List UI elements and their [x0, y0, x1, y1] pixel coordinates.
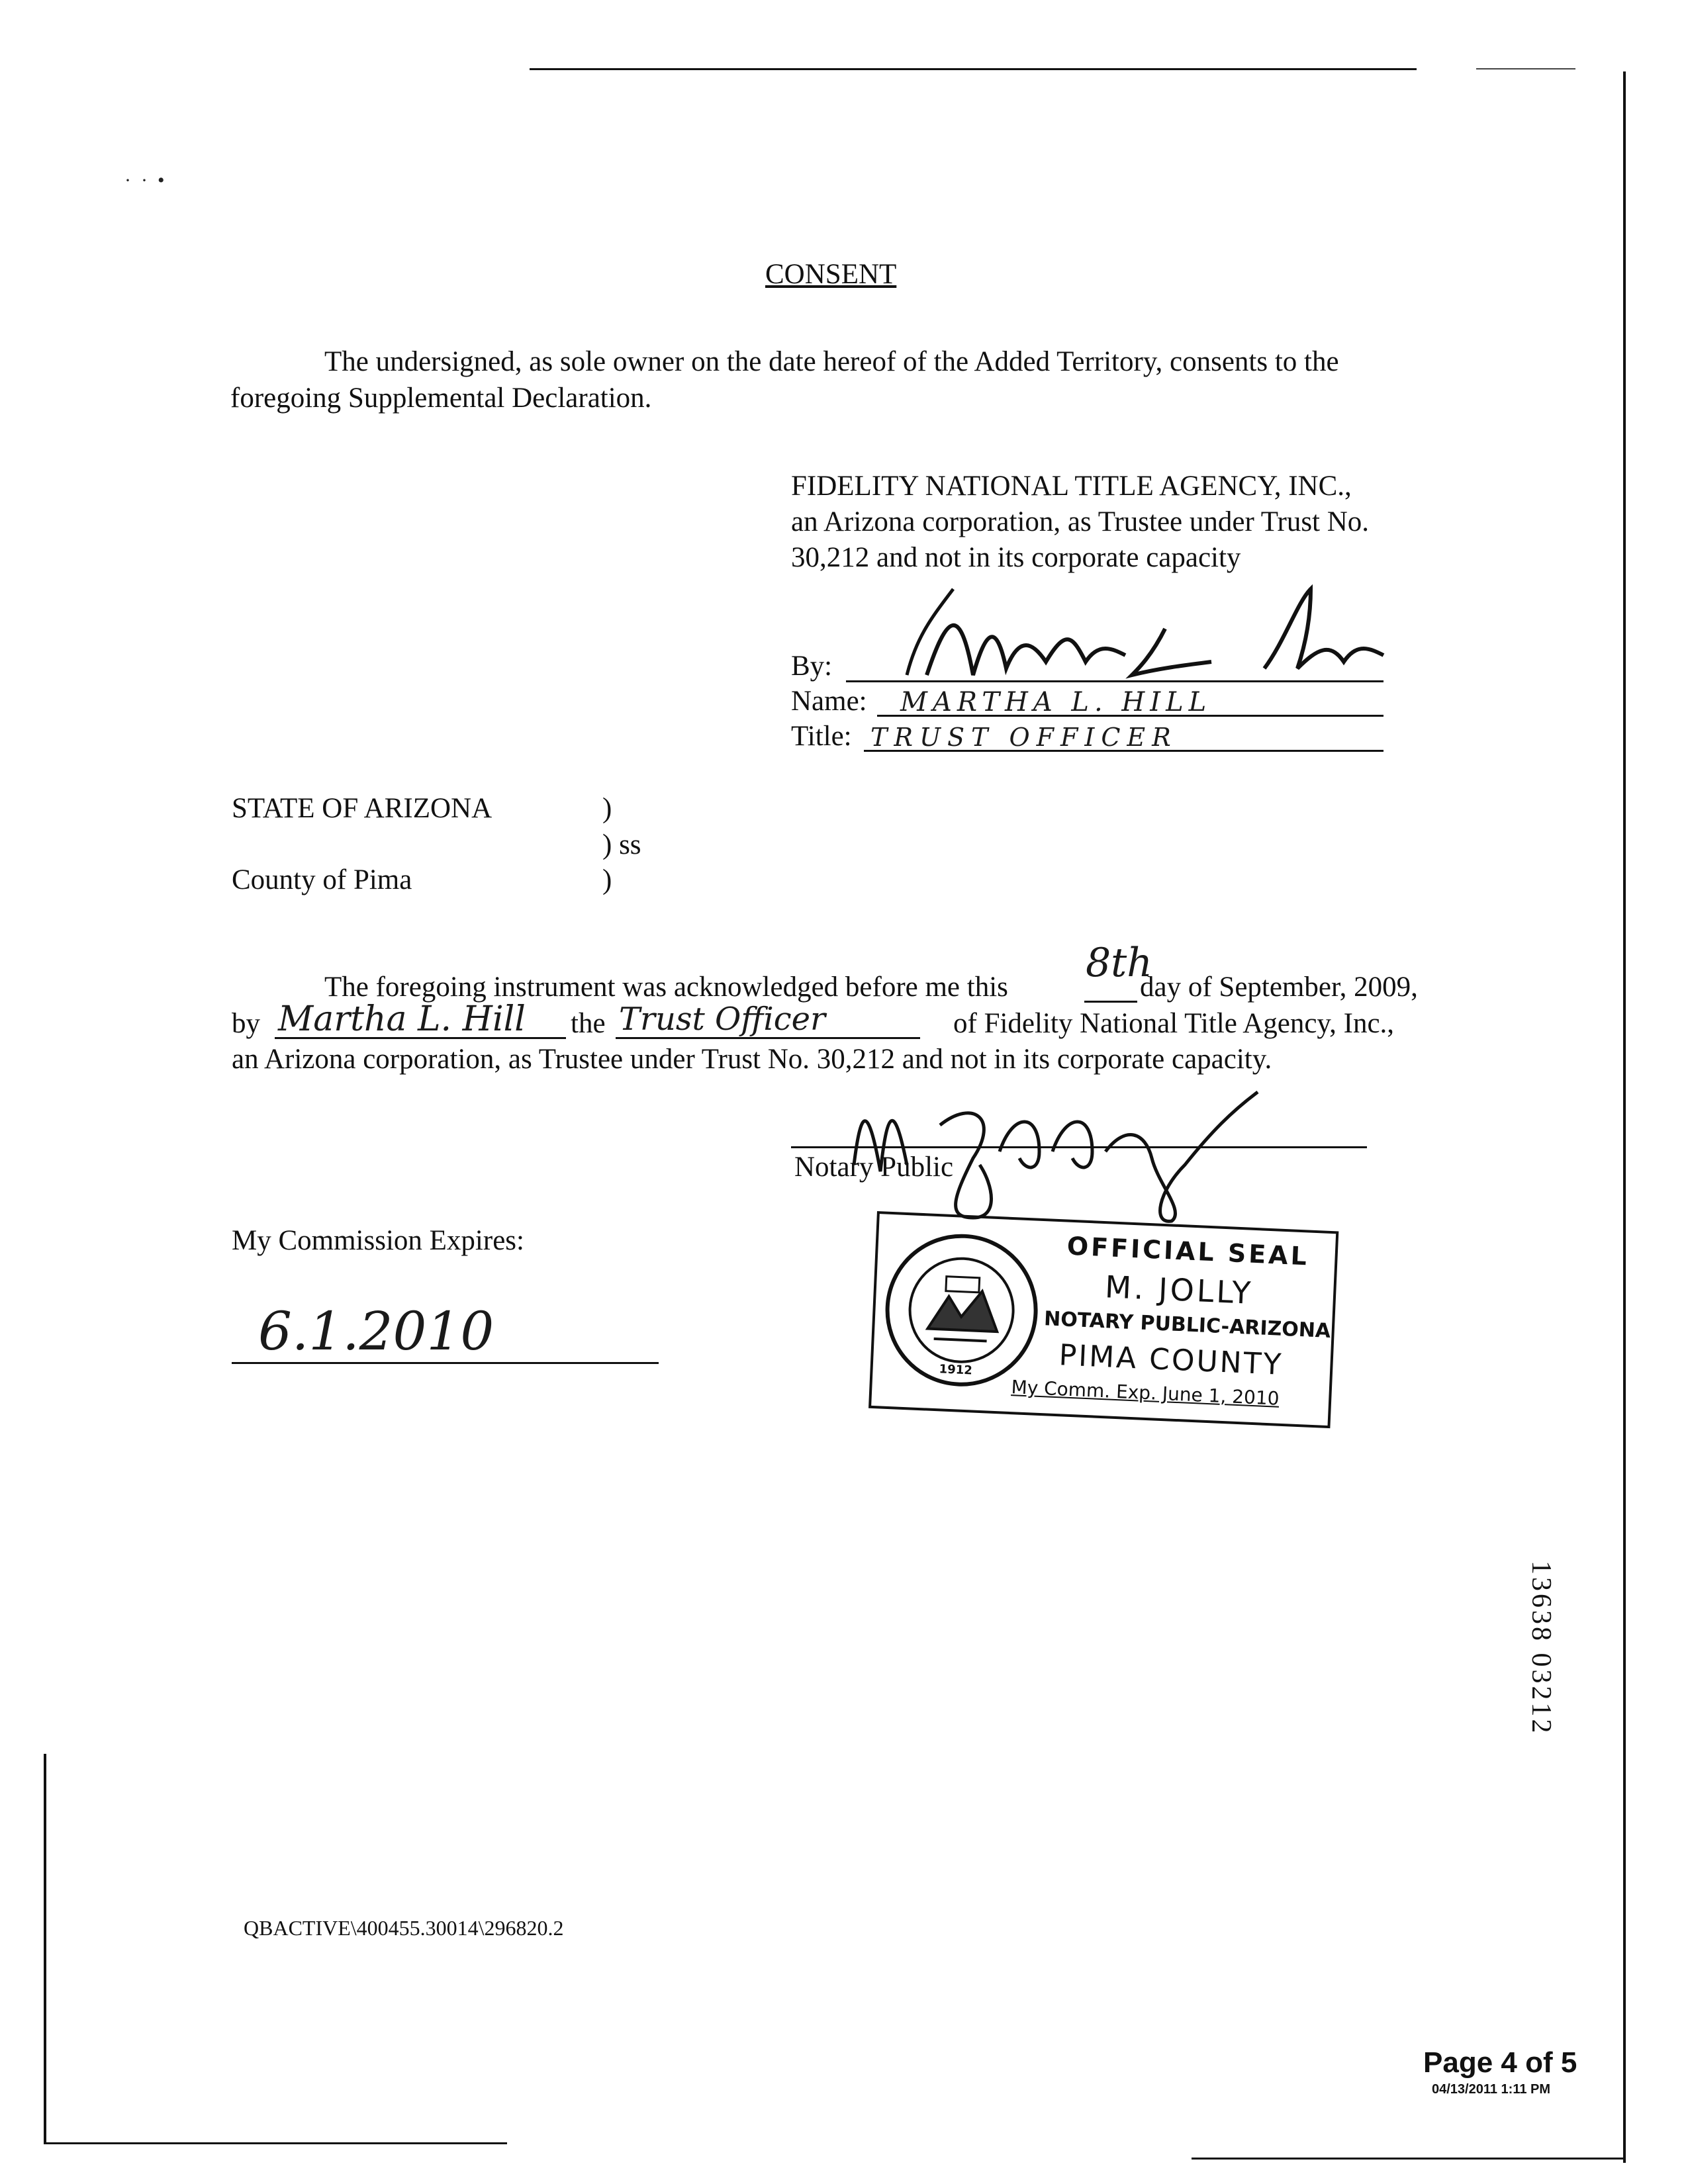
- left-border-line: [44, 1754, 46, 2144]
- top-border-dash: [1476, 68, 1575, 69]
- by-label: By:: [791, 651, 833, 682]
- name-value-handwritten: MARTHA L. HILL: [900, 687, 1212, 717]
- name-label: Name:: [791, 686, 867, 717]
- ack-by: by: [232, 1008, 260, 1039]
- commission-label: My Commission Expires:: [232, 1225, 524, 1256]
- seal-year: 1912: [939, 1362, 973, 1378]
- venue-county: County of Pima: [232, 864, 412, 895]
- venue-state: STATE OF ARIZONA: [232, 793, 492, 824]
- title-label: Title:: [791, 721, 852, 752]
- grantor-line-3: 30,212 and not in its corporate capacity: [791, 542, 1241, 573]
- grantor-line-1: FIDELITY NATIONAL TITLE AGENCY, INC.,: [791, 471, 1352, 502]
- ack-day-handwritten: 8th: [1086, 940, 1152, 986]
- bottom-border-line: [44, 2142, 507, 2144]
- ack-signer-name-handwritten: Martha L. Hill: [278, 999, 526, 1039]
- ack-line-1-end: day of September, 2009,: [1140, 972, 1418, 1003]
- print-timestamp: 04/13/2011 1:11 PM: [1432, 2082, 1551, 2097]
- seal-notary-public-arizona: NOTARY PUBLIC-ARIZONA: [1043, 1307, 1331, 1343]
- document-code: QBACTIVE\400455.30014\296820.2: [244, 1916, 564, 1940]
- ack-line-1-start: The foregoing instrument was acknowledged before me this: [324, 972, 1008, 1003]
- seal-county: PIMA COUNTY: [1058, 1338, 1284, 1382]
- margin-recording-number: 13638 03212: [1526, 1561, 1556, 1736]
- top-border-line: [530, 68, 1417, 70]
- ack-line-3: an Arizona corporation, as Trustee under Trust No. 30,212 and not in its corporate capacity.: [232, 1044, 1272, 1075]
- ack-signer-title-handwritten: Trust Officer: [619, 1001, 825, 1038]
- trustee-signature: [854, 576, 1397, 688]
- title-value-handwritten: TRUST OFFICER: [870, 723, 1178, 752]
- ack-day-line: [1084, 1001, 1137, 1003]
- scan-speck-marks: · · •: [124, 169, 165, 191]
- grantor-line-2: an Arizona corporation, as Trustee under Trust No.: [791, 506, 1370, 537]
- venue-paren-ss: ) ss: [602, 829, 641, 860]
- seal-title: OFFICIAL SEAL: [1066, 1231, 1310, 1271]
- bottom-border-line-right: [1192, 2158, 1626, 2160]
- venue-paren-bottom: ): [602, 864, 612, 895]
- seal-commission-expiry: My Comm. Exp. June 1, 2010: [1010, 1376, 1280, 1410]
- ack-line-2-end: of Fidelity National Title Agency, Inc.,: [953, 1008, 1395, 1039]
- ack-the: the: [571, 1008, 606, 1039]
- right-border-line: [1623, 71, 1626, 2163]
- commission-date-handwritten: 6.1.2010: [258, 1300, 494, 1362]
- intro-line-1: The undersigned, as sole owner on the date hereof of the Added Territory, consents to the: [324, 346, 1339, 377]
- seal-notary-name: M. JOLLY: [1104, 1269, 1254, 1311]
- notary-seal-stamp: [868, 1211, 1338, 1428]
- page-number: Page 4 of 5: [1423, 2046, 1577, 2079]
- notary-signature: [841, 1072, 1278, 1224]
- consent-heading: CONSENT: [765, 259, 897, 290]
- notary-public-label: Notary Public: [794, 1152, 954, 1183]
- intro-line-2: foregoing Supplemental Declaration.: [230, 383, 652, 414]
- commission-line: [232, 1362, 659, 1364]
- venue-paren-top: ): [602, 793, 612, 824]
